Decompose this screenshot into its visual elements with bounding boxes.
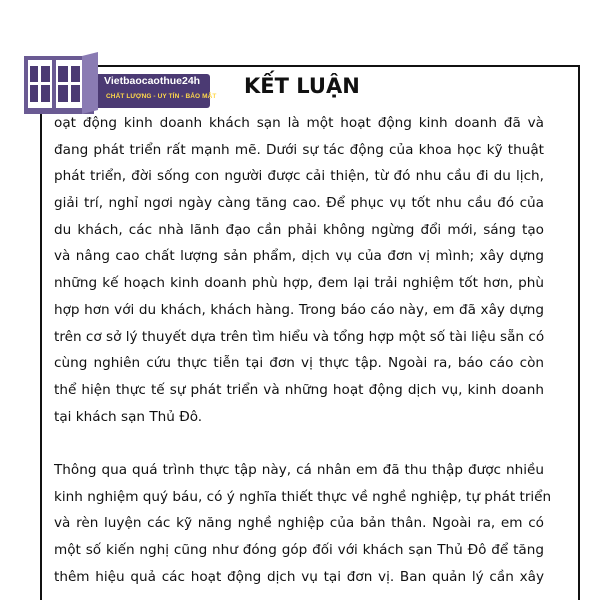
text-line: những kế hoạch kinh doanh phù hợp, đem lại trải nghiệm tốt hơn, phù	[54, 275, 544, 292]
text-line: thể hiện thực tế sự phát triển và những hoạt động dịch vụ, kinh doanh	[54, 381, 544, 398]
paragraph-gap	[54, 430, 544, 457]
text-line: thêm hiệu quả các hoạt động dịch vụ tại đơn vị. Ban quản lý cần xây	[54, 568, 544, 585]
text-line: du khách, các nhà lãnh đạo cần phải không ngừng đổi mới, sáng tạo	[54, 221, 544, 238]
text-line: oạt động kinh doanh khách sạn là một hoạt động kinh doanh đã và	[54, 115, 544, 131]
text-line: trên cơ sở lý thuyết dựa trên tìm hiểu và tổng hợp một số tài liệu sẵn có	[54, 328, 545, 345]
text-line: cùng nghiên cứu thực tiễn tại đơn vị thực tập. Ngoài ra, báo cáo còn	[54, 355, 544, 372]
text-line: giải trí, nghỉ ngơi ngày càng tăng cao. Để phục vụ tốt nhu cầu đó của	[54, 195, 544, 212]
text-line: và rèn luyện các kỹ năng nghề nghiệp của bản thân. Ngoài ra, em có	[54, 515, 544, 532]
body-text	[54, 110, 552, 590]
site-logo[interactable]	[22, 50, 217, 118]
text-line: phát triển, đời sống con người được cải thiện, từ đó nhu cầu đi du lịch,	[54, 168, 544, 185]
book-logo-icon	[22, 50, 104, 118]
logo-tagline: CHẤT LƯỢNG - UY TÍN - BẢO MẬT	[106, 93, 217, 100]
text-line: và nâng cao chất lượng sản phẩm, dịch vụ của đơn vị mình; xây dựng	[54, 248, 544, 265]
text-line: một số kiến nghị cũng như đóng góp đối với khách sạn Thủ Đô để tăng	[54, 542, 544, 558]
text-line: Thông qua quá trình thực tập này, cá nhân em đã thu thập được nhiều	[54, 461, 544, 478]
section-heading: KẾT LUẬN	[244, 74, 360, 98]
text-line: đang phát triển rất mạnh mẽ. Dưới sự tác động của khoa học kỹ thuật	[54, 141, 544, 158]
text-line: tại khách sạn Thủ Đô.	[54, 408, 203, 425]
text-line: kinh nghiệm quý báu, có ý nghĩa thiết thực về nghề nghiệp, tự phát triển	[54, 488, 552, 505]
paragraph-2	[54, 457, 552, 590]
logo-name: Vietbaocaothue24h	[104, 75, 201, 87]
paragraph-1	[54, 110, 544, 430]
text-line: hợp hơn với du khách, khách hàng. Trong báo cáo này, em đã xây dựng	[54, 301, 544, 318]
